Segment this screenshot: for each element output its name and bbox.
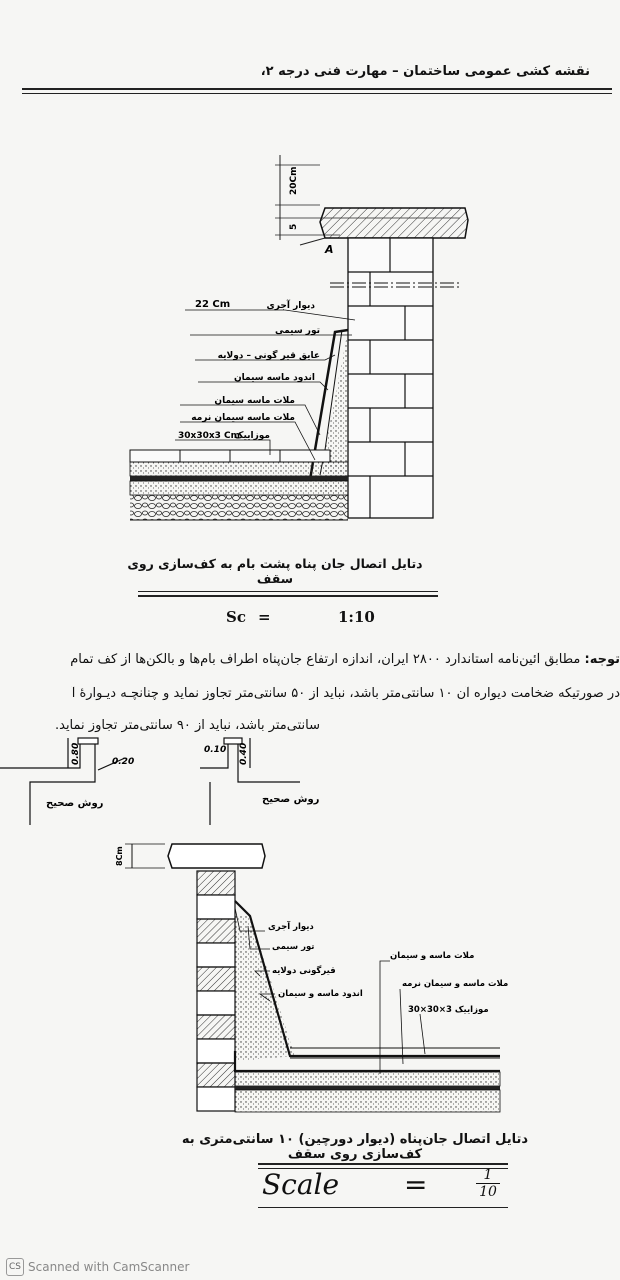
dim-a: A — [325, 243, 334, 256]
parapet-sketches — [0, 730, 440, 830]
scale1-label: Sc — [226, 608, 246, 626]
scale2-denominator: 10 — [479, 1184, 497, 1200]
caption1-rule-thick — [138, 595, 438, 597]
d2-label-brick-wall: دیوار آجری — [268, 922, 314, 932]
note-line-1 — [8, 652, 620, 667]
label-soft-mortar: ملات ماسه سیمان نرمه — [191, 413, 295, 423]
detail2-caption: دتایل اتصال جان‌پناه (دیوار دورچین) ۱۰ سانتی‌متری به کف‌سازی روی سقف — [181, 1132, 529, 1162]
label-cement-mortar: ملات ماسه سیمان — [214, 396, 295, 406]
d2-label-soft-mortar: ملات ماسه و سیمان نرمه — [402, 979, 509, 989]
sketch-left-height: 0.80 — [71, 742, 81, 765]
scale2-numerator: 1 — [476, 1168, 500, 1184]
scanner-footer — [6, 1258, 189, 1276]
note-line-2: در صورتیکه ضخامت دیواره آن ۱۰ سانتی‌متر باشد، نباید از ۵۰ سانتی‌متر تجاوز نماید و چنانچـه دیـوارهٔ آ — [71, 686, 620, 701]
detail1-caption: دتایل اتصال جان پناه پشت بام به کف‌سازی روی سقف — [127, 556, 423, 586]
dim-20cm: 20Cm — [289, 166, 299, 195]
page-header-title: نقشه کشی عمومی ساختمان – مهارت فنی درجه ۲، — [260, 64, 590, 79]
note-line-3: سانتی‌متر باشد، نباید از ۹۰ سانتی‌متر تجاوز نماید. — [54, 718, 320, 733]
scale2-equals: = — [404, 1168, 428, 1201]
camscanner-logo-icon: CS — [6, 1258, 24, 1276]
caption1-rule — [138, 591, 438, 592]
sketch-right-thickness: 0.10 — [204, 745, 227, 755]
scale2-label: Scale — [262, 1168, 340, 1201]
scale1-equals: = — [258, 608, 271, 626]
d2-label-wire-mesh: تور سیمی — [272, 942, 315, 952]
scale1-value: 1:10 — [338, 608, 375, 626]
scanner-footer-text: Scanned with CamScanner — [28, 1260, 190, 1274]
label-mosaic-size: 30x30x3 Cm — [178, 431, 241, 441]
sketch-left-thickness: 0.20 — [112, 757, 135, 767]
sketch-left-label: روش صحیح — [46, 798, 104, 809]
d2-label-mosaic: موزاییک 3×30×30 — [408, 1005, 489, 1015]
d2-label-cement-plaster: اندود ماسه و سیمان — [278, 989, 363, 999]
label-wire-mesh: تور سیمی — [275, 326, 320, 336]
dim-8cm: 8Cm — [115, 846, 124, 866]
label-cement-plaster: اندود ماسه سیمان — [233, 373, 315, 383]
detail1-drawing — [120, 150, 480, 530]
label-mosaic: موزاییک — [234, 431, 270, 441]
d2-label-mortar: ملات ماسه و سیمان — [390, 951, 475, 961]
header-rule-thin — [22, 93, 612, 94]
note-text-1: مطابق آئین‌نامه استاندارد ۲۸۰۰ ایران، اندازه ارتفاع جان‌پناه اطراف بام‌ها و بالکن‌ها از کف تمام — [70, 652, 581, 667]
label-wall-thickness: 22 Cm — [195, 299, 231, 310]
sketch-right-height: 0.40 — [239, 742, 249, 765]
label-insulation: عایق قیر گونی – دولایه — [217, 351, 320, 361]
detail2-drawing — [100, 836, 510, 1121]
scale2-fraction — [476, 1168, 500, 1200]
caption2-rule — [258, 1163, 508, 1165]
header-rule — [22, 88, 612, 90]
scale2-rule — [258, 1207, 508, 1208]
note-heading: توجه: — [584, 652, 620, 667]
label-brick-wall: دیوار آجری — [266, 301, 315, 311]
sketch-right-label: روش صحیح — [262, 794, 320, 805]
d2-label-insulation: قیرگونی دولایه — [272, 966, 336, 976]
dim-5: 5 — [289, 223, 299, 230]
